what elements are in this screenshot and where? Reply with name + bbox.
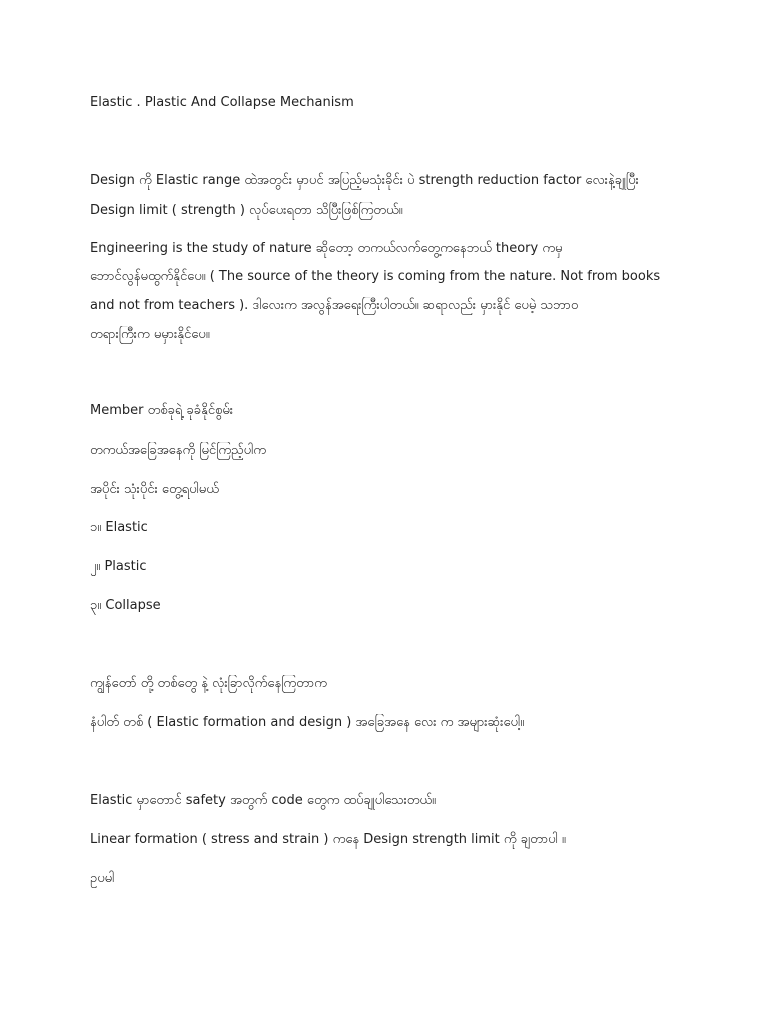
- document-title: Elastic . Plastic And Collapse Mechanism: [90, 95, 354, 110]
- paragraph-line: ဥပမါ: [90, 871, 115, 886]
- paragraph-line: Linear formation ( stress and strain ) ကနေ Design strength limit ကို ချတာပါ ။: [90, 832, 566, 847]
- section-line: အပိုင်း သုံးပိုင်း တွေ့ရပါမယ်: [90, 482, 219, 497]
- paragraph-line: ဘောင်လွန်မထွက်နိုင်ပေ။ ( The source of the theory is coming from the nature. Not from books: [90, 269, 661, 284]
- paragraph-line: နံပါတ် တစ် ( Elastic formation and design ) အခြေအနေ လေး က အများဆုံးပေါ့။: [90, 715, 525, 730]
- paragraph-line: တရားကြီးက မမှားနိုင်ပေ။: [90, 327, 210, 342]
- section-line: Member တစ်ခုရဲ့ ခုခံနိုင်စွမ်း: [90, 403, 234, 418]
- paragraph-line: Design limit ( strength ) လုပ်ပေးရတာ သိပြီးဖြစ်ကြတယ်။: [90, 203, 403, 218]
- list-item: ၁။ Elastic: [90, 520, 148, 535]
- paragraph-line: Design ကို Elastic range ထဲအတွင်း မှာပင် အပြည့်မသုံးခိုင်း ပဲ strength reduction factor လေးနဲ့ချုပြီး: [90, 173, 639, 188]
- paragraph-line: Elastic မှာတောင် safety အတွက် code တွေက ထပ်ချုပါသေးတယ်။: [90, 793, 436, 808]
- section-line: တကယ်အခြေအနေကို မြင်ကြည့်ပါက: [90, 443, 266, 458]
- list-item: ၂။ Plastic: [90, 559, 147, 574]
- paragraph-line: ကျွန်တော် တို့ တစ်တွေ နဲ့ လုံးခြာလိုက်နေကြတာက: [90, 676, 327, 691]
- paragraph-line: and not from teachers ). ဒါလေးက အလွန်အရေးကြီးပါတယ်။ ဆရာလည်း မှားနိုင် ပေမဲ့ သဘာဝ: [90, 298, 579, 313]
- paragraph-line: Engineering is the study of nature ဆိုတော့ တကယ်လက်တွေ့ကနေဘယ် theory ကမှ: [90, 241, 563, 256]
- list-item: ၃။ Collapse: [90, 598, 161, 613]
